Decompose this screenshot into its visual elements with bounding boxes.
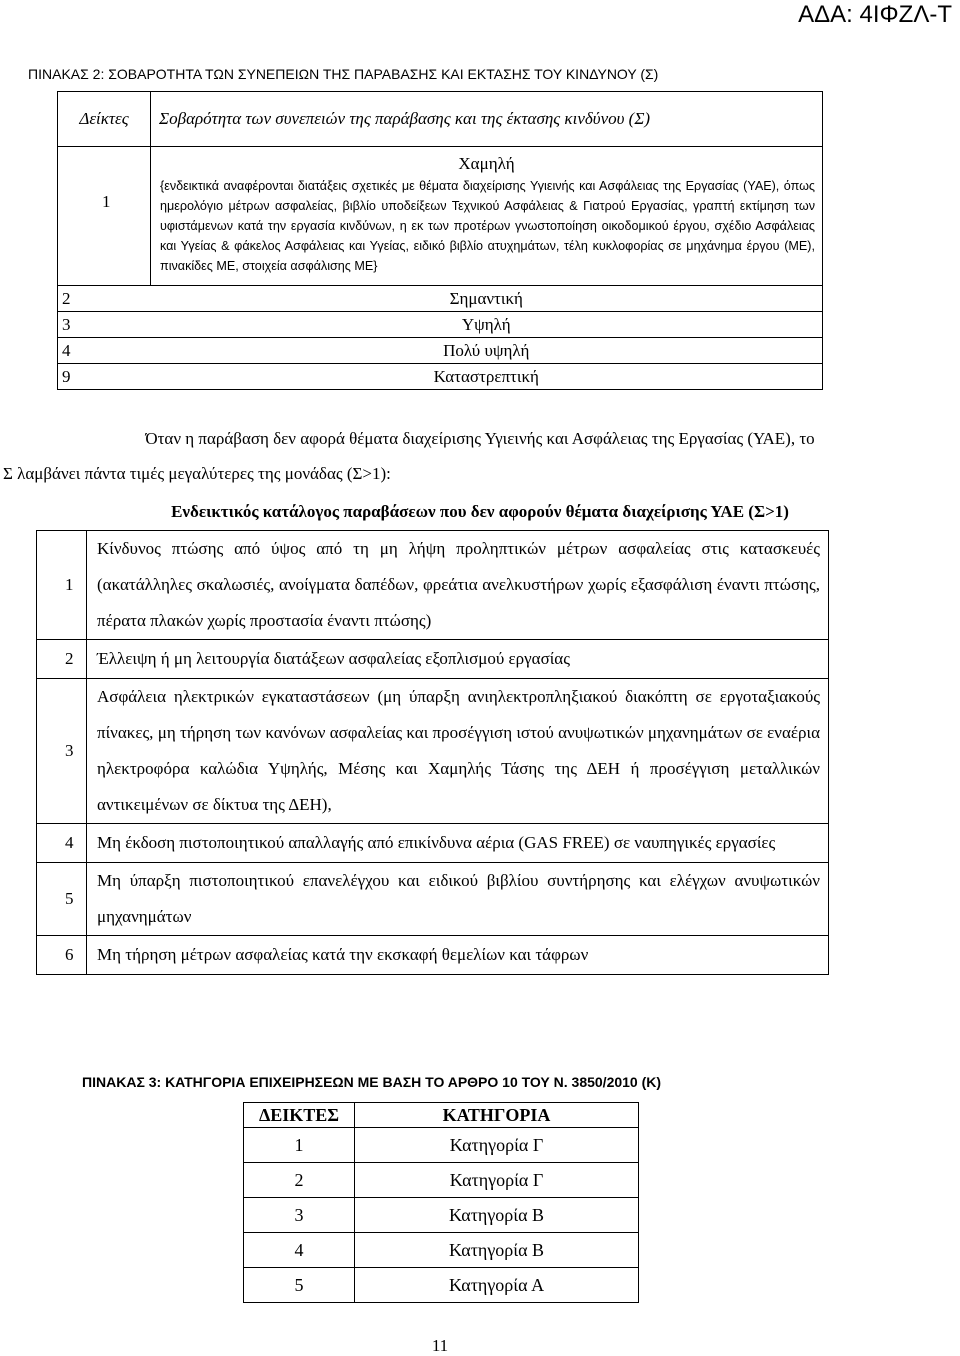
severity-row bbox=[58, 312, 823, 338]
paragraph-line-2: Σ λαμβάνει πάντα τιμές μεγαλύτερες της μονάδας (Σ>1): bbox=[3, 464, 391, 483]
violations-title: Ενδεικτικός κατάλογος παραβάσεων που δεν αφορούν θέματα διαχείρισης ΥΑΕ (Σ>1) bbox=[171, 502, 789, 521]
severity-table bbox=[57, 91, 823, 390]
col-severity: Σοβαρότητα των συνεπειών της παράβασης και της έκτασης κινδύνου (Σ) bbox=[151, 92, 823, 147]
violation-row bbox=[37, 863, 829, 936]
violation-text: Μη έκδοση πιστοποιητικού απαλλαγής από επικίνδυνα αέρια (GAS FREE) σε ναυπηγικές εργασίες bbox=[87, 824, 829, 863]
col-indicators: Δείκτες bbox=[58, 92, 151, 147]
category-label: Κατηγορία Γ bbox=[355, 1128, 639, 1163]
category-num: 3 bbox=[244, 1198, 355, 1233]
category-row bbox=[244, 1198, 639, 1233]
violation-num: 2 bbox=[37, 640, 87, 679]
violation-row bbox=[37, 679, 829, 824]
severity-num: 1 bbox=[58, 147, 151, 286]
table3-heading: ΠΙΝΑΚΑΣ 3: ΚΑΤΗΓΟΡΙΑ ΕΠΙΧΕΙΡΗΣΕΩΝ ΜΕ ΒΑΣΗ ΤΟ ΑΡΘΡΟ 10 ΤΟΥ Ν. 3850/2010 (Κ) bbox=[82, 1074, 662, 1090]
category-num: 5 bbox=[244, 1268, 355, 1303]
violation-row bbox=[37, 824, 829, 863]
category-row bbox=[244, 1163, 639, 1198]
violation-num: 4 bbox=[37, 824, 87, 863]
page-number: 11 bbox=[431, 1336, 449, 1355]
violation-row bbox=[37, 531, 829, 640]
category-label: Κατηγορία Β bbox=[355, 1198, 639, 1233]
violation-num: 3 bbox=[37, 679, 87, 824]
severity-low-desc: {ενδεικτικά αναφέρονται διατάξεις σχετικές με θέματα διαχείρισης Υγιεινής και Ασφάλειας της Εργασίας (ΥΑΕ), όπως ημερολόγιο μέτρων ασφαλείας, βιβλίο υποδείξεων Τεχνικού Ασφάλειας & Γιατρού Εργασίας, γραπτή εκτίμηση των υφιστάμενων κατά την εργασία κινδύνων, η εκ των προτέρων γνωστοποίηση οικοδομικού έργου, σχέδιο Ασφάλειας και Υγείας & φάκελος Ασφάλειας και Υγείας, ειδικό βιβλίο ατυχημάτων, τέλη κυκλοφορίας σε μηχάνημα έργου (ΜΕ), πινακίδες ΜΕ, στοιχεία ασφάλισης ΜΕ} bbox=[160, 179, 815, 273]
severity-num: 4 bbox=[58, 338, 151, 364]
violation-text: Έλλειψη ή μη λειτουργία διατάξεων ασφαλείας εξοπλισμού εργασίας bbox=[87, 640, 829, 679]
severity-row bbox=[58, 338, 823, 364]
severity-label: Πολύ υψηλή bbox=[151, 338, 823, 364]
category-table bbox=[243, 1102, 639, 1303]
violation-text: Μη τήρηση μέτρων ασφαλείας κατά την εκσκαφή θεμελίων και τάφρων bbox=[87, 936, 829, 975]
violation-text: Μη ύπαρξη πιστοποιητικού επανελέγχου και ειδικού βιβλίου συντήρησης και ελέγχων ανυψωτικών μηχανημάτων bbox=[87, 863, 829, 936]
violation-num: 5 bbox=[37, 863, 87, 936]
severity-table-header bbox=[58, 92, 823, 147]
severity-row bbox=[58, 286, 823, 312]
category-label: Κατηγορία Γ bbox=[355, 1163, 639, 1198]
severity-label: Καταστρεπτική bbox=[151, 364, 823, 390]
severity-num: 2 bbox=[58, 286, 151, 312]
paragraph-line-1: Όταν η παράβαση δεν αφορά θέματα διαχείρισης Υγιεινής και Ασφάλειας της Εργασίας (ΥΑΕ), το bbox=[145, 429, 815, 448]
table2-heading: ΠΙΝΑΚΑΣ 2: ΣΟΒΑΡΟΤΗΤΑ ΤΩΝ ΣΥΝΕΠΕΙΩΝ ΤΗΣ ΠΑΡΑΒΑΣΗΣ ΚΑΙ ΕΚΤΑΣΗΣ ΤΟΥ ΚΙΝΔΥΝΟΥ (Σ) bbox=[28, 66, 659, 82]
violation-num: 1 bbox=[37, 531, 87, 640]
violation-row bbox=[37, 936, 829, 975]
category-table-header bbox=[244, 1103, 639, 1128]
ada-code: ΑΔΑ: 4ΙΦΖΛ-Τ bbox=[798, 1, 952, 28]
violation-row bbox=[37, 640, 829, 679]
violation-text: Κίνδυνος πτώσης από ύψος από τη μη λήψη προληπτικών μέτρων ασφαλείας στις κατασκευές (ακατάλληλες σκαλωσιές, ανοίγματα δαπέδων, φρεάτια ανελκυστήρων χωρίς εξασφάλιση έναντι πτώσης, πέρατα πλακών χωρίς προστασία έναντι πτώσης) bbox=[87, 531, 829, 640]
col-category: ΚΑΤΗΓΟΡΙΑ bbox=[355, 1103, 639, 1128]
severity-label: Σημαντική bbox=[151, 286, 823, 312]
category-num: 2 bbox=[244, 1163, 355, 1198]
violations-table bbox=[36, 530, 829, 975]
severity-low-title: Χαμηλή bbox=[458, 154, 515, 173]
violation-num: 6 bbox=[37, 936, 87, 975]
category-num: 4 bbox=[244, 1233, 355, 1268]
category-row bbox=[244, 1233, 639, 1268]
severity-row-low bbox=[58, 147, 823, 286]
category-row bbox=[244, 1128, 639, 1163]
category-num: 1 bbox=[244, 1128, 355, 1163]
category-label: Κατηγορία Α bbox=[355, 1268, 639, 1303]
severity-num: 3 bbox=[58, 312, 151, 338]
severity-num: 9 bbox=[58, 364, 151, 390]
col-indicators: ΔΕΙΚΤΕΣ bbox=[244, 1103, 355, 1128]
severity-label: Υψηλή bbox=[151, 312, 823, 338]
violation-text: Ασφάλεια ηλεκτρικών εγκαταστάσεων (μη ύπαρξη ανιηλεκτροπληξιακού διακόπτη σε εργοταξιακούς πίνακες, μη τήρηση των κανόνων ασφαλείας και προσέγγιση ιστού ανυψωτικών μηχανημάτων σε εναέρια ηλεκτροφόρα καλώδια Υψηλής, Μέσης και Χαμηλής Τάσης της ΔΕΗ ή προσέγγιση μεταλλικών αντικειμένων σε δίκτυα της ΔΕΗ), bbox=[87, 679, 829, 824]
severity-low-cell bbox=[151, 147, 823, 286]
category-row bbox=[244, 1268, 639, 1303]
category-label: Κατηγορία Β bbox=[355, 1233, 639, 1268]
severity-row bbox=[58, 364, 823, 390]
